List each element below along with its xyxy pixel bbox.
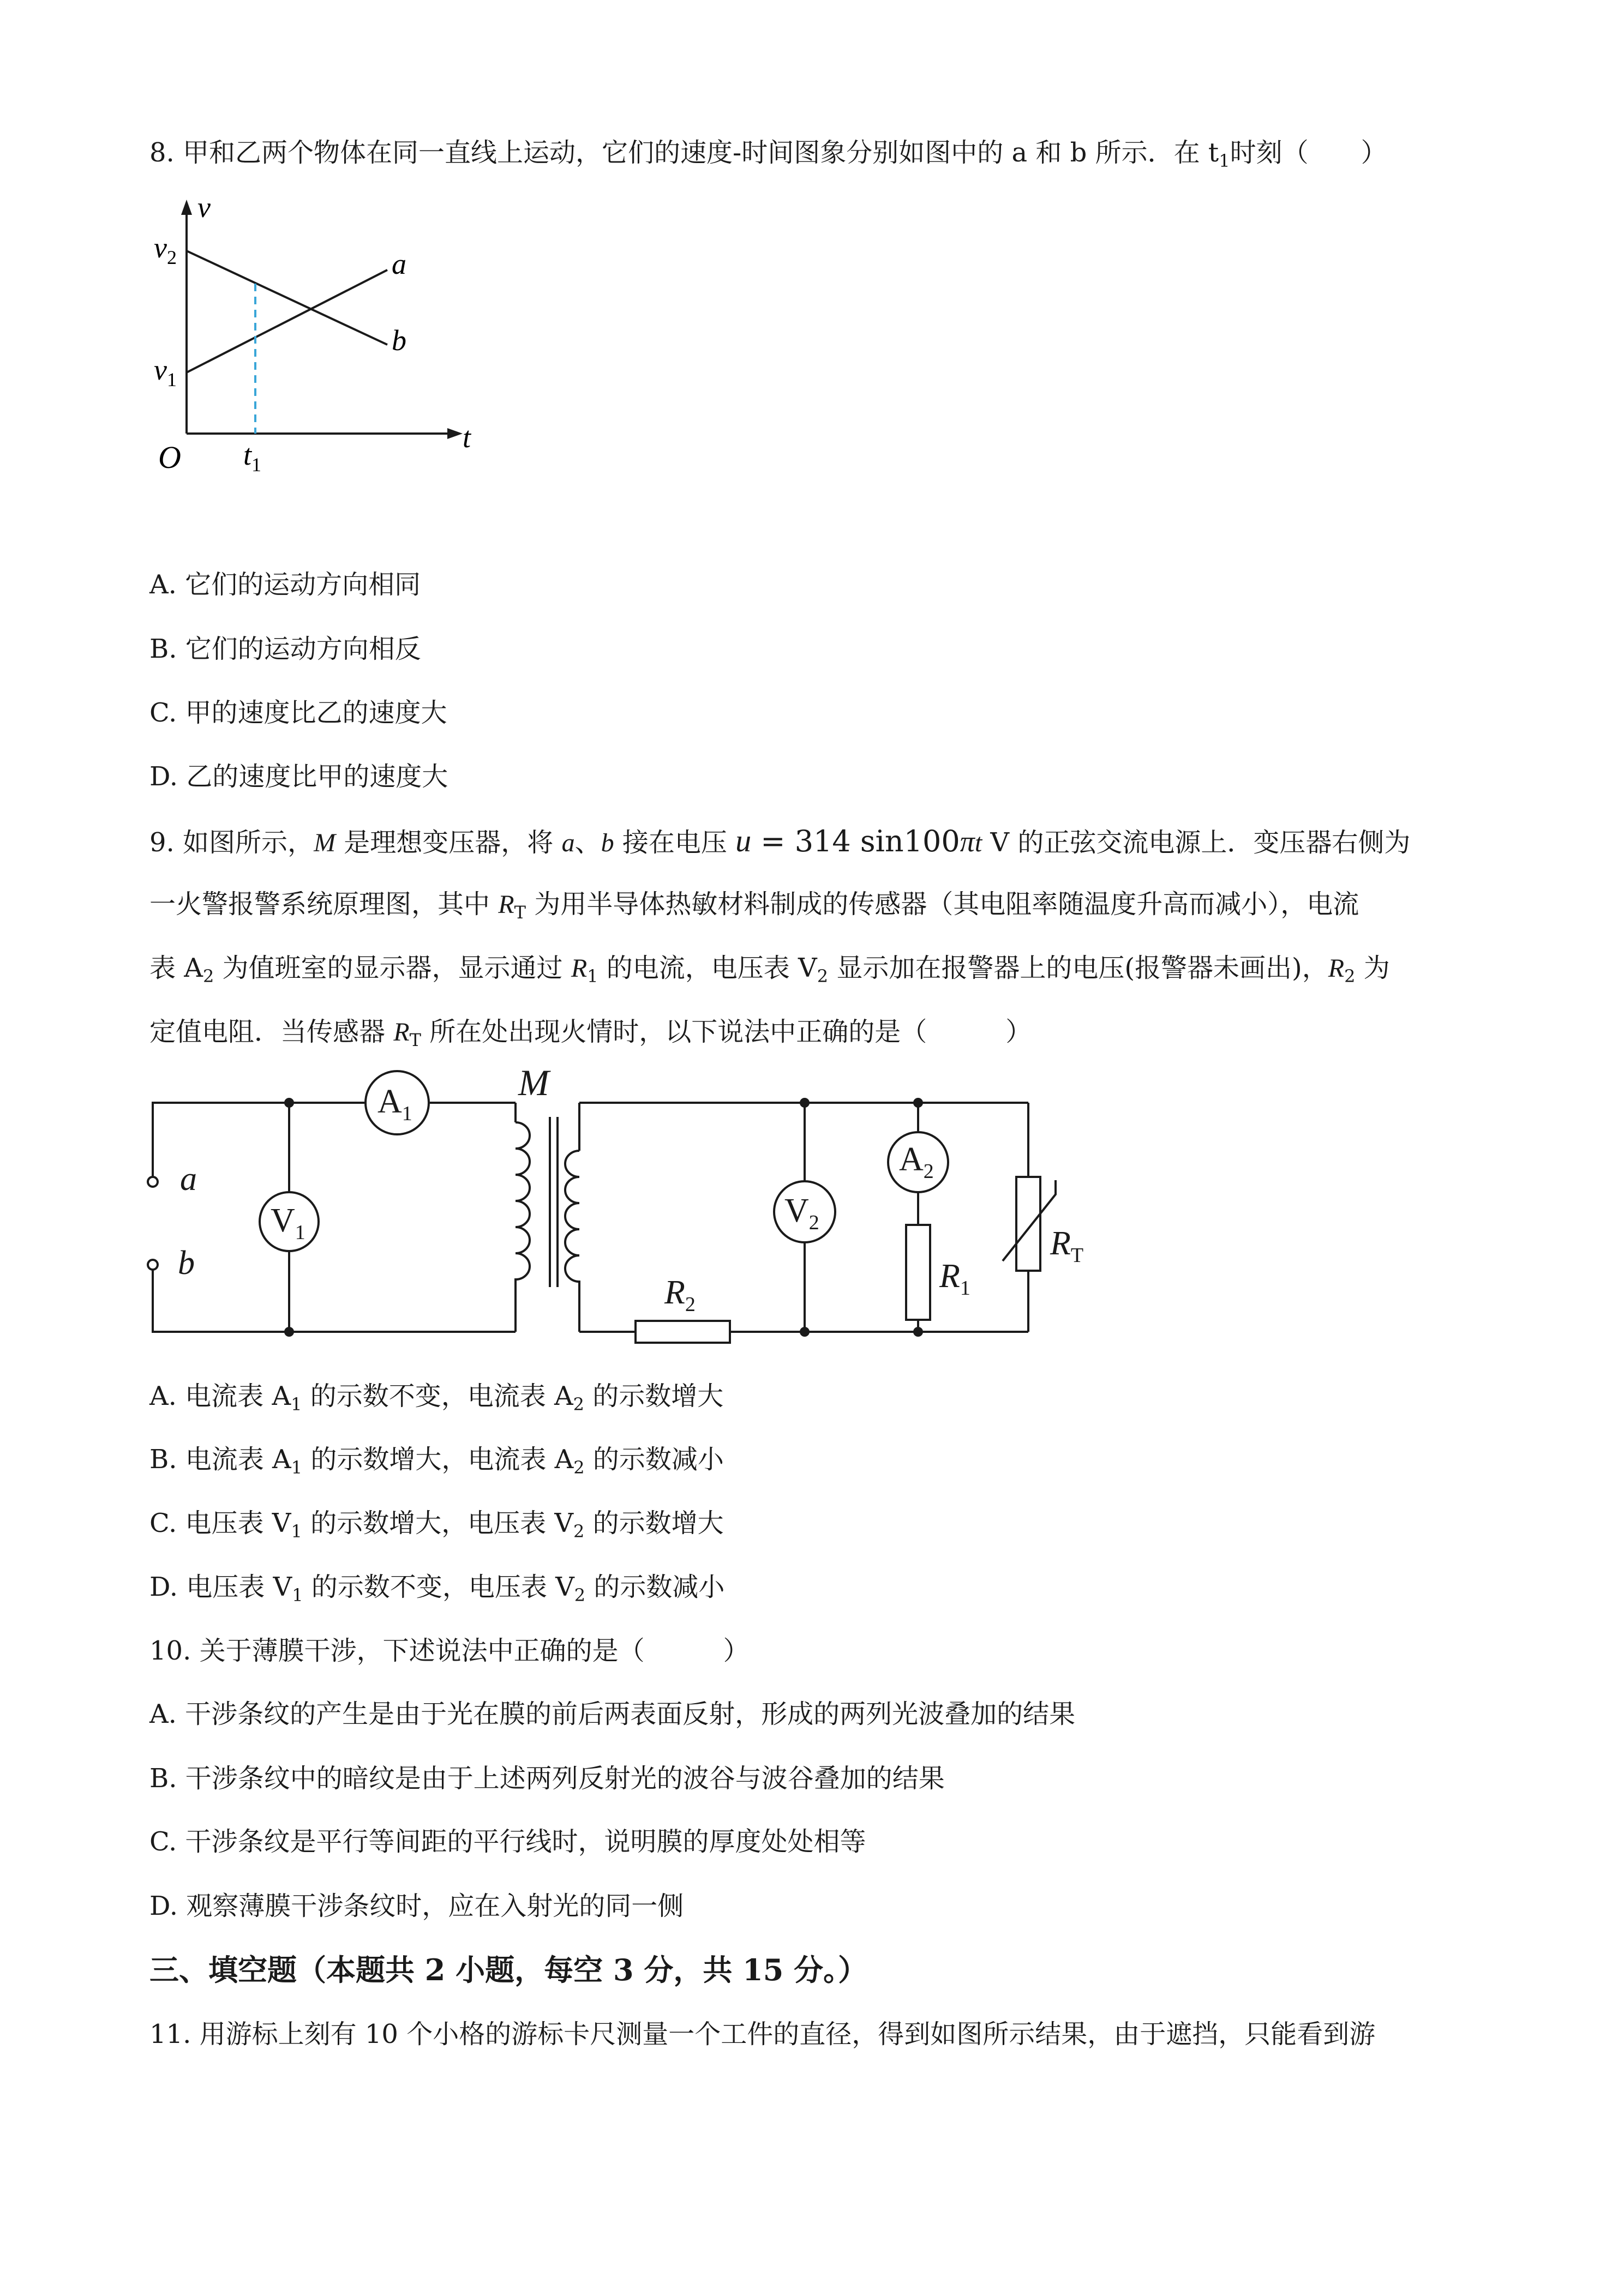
q9-stem-line4: 定值电阻．当传感器 $R_T$ 所在处出现火情时，以下说法中正确的是（ ） xyxy=(149,1017,1032,1050)
v2-label: $v_2$ xyxy=(154,231,177,268)
q9-stem-line3: 表 $A_2$ 为值班室的显示器，显示通过 $R_1$ 的电流，电压表 $V_2$ 显示加在报警器上的电压(报警器未画出)，$R_2$ 为 xyxy=(149,953,1390,987)
q9-option-a: A. 电流表 $A_1$ 的示数不变，电流表 $A_2$ 的示数增大 xyxy=(149,1381,724,1415)
junction-1 xyxy=(284,1098,294,1108)
primary-coil xyxy=(516,1122,530,1303)
q10-option-a: A. 干涉条纹的产生是由于光在膜的前后两表面反射，形成的两列光波叠加的结果 xyxy=(149,1699,1076,1729)
secondary-coil xyxy=(565,1151,579,1305)
resistor-r1 xyxy=(906,1225,930,1320)
label-A2: $A_2$ xyxy=(899,1141,934,1183)
terminal-b xyxy=(148,1260,158,1270)
label-a: a xyxy=(180,1161,197,1198)
q8-stem: 8. 甲和乙两个物体在同一直线上运动，它们的速度-时间图象分别如图中的 a 和 b 所示．在 $t_1$时刻（ ） xyxy=(149,137,1387,171)
junction-3 xyxy=(800,1098,810,1108)
label-V2: $V_2$ xyxy=(784,1192,819,1234)
resistor-r2 xyxy=(636,1321,730,1343)
q8-option-b: B. 它们的运动方向相反 xyxy=(149,634,421,664)
q10-option-c: C. 干涉条纹是平行等间距的平行线时，说明膜的厚度处处相等 xyxy=(149,1826,866,1857)
thermistor-rt xyxy=(1016,1177,1040,1271)
line-a-label: a xyxy=(392,248,406,280)
junction-2 xyxy=(284,1327,294,1337)
label-R2: $R_2$ xyxy=(664,1274,696,1316)
line-b-label: b xyxy=(392,324,406,357)
label-A1: $A_1$ xyxy=(377,1083,412,1125)
wire-primary-bottom xyxy=(153,1269,516,1332)
label-R1: $R_1$ xyxy=(939,1258,970,1300)
q10-option-d: D. 观察薄膜干涉条纹时，应在入射光的同一侧 xyxy=(149,1891,684,1921)
q11-stem: 11. 用游标上刻有 10 个小格的游标卡尺测量一个工件的直径，得到如图所示结果，由于遮挡，只能看到游 xyxy=(149,2019,1376,2049)
label-RT: $R_T$ xyxy=(1050,1225,1084,1267)
label-M: M xyxy=(518,1062,549,1103)
junction-4 xyxy=(913,1098,923,1108)
q8-option-c: C. 甲的速度比乙的速度大 xyxy=(149,698,447,728)
q8-option-a: A. 它们的运动方向相同 xyxy=(149,569,421,600)
label-V1: $V_1$ xyxy=(271,1202,305,1244)
q10-stem: 10. 关于薄膜干涉，下述说法中正确的是（ ） xyxy=(149,1636,750,1666)
y-axis-label: v xyxy=(197,191,211,224)
q9-option-b: B. 电流表 $A_1$ 的示数增大，电流表 $A_2$ 的示数减小 xyxy=(149,1444,724,1478)
terminal-a xyxy=(148,1177,158,1187)
x-axis-label: t xyxy=(463,421,471,454)
q9-option-c: C. 电压表 $V_1$ 的示数增大，电压表 $V_2$ 的示数增大 xyxy=(149,1508,724,1542)
section-3-heading: 三、填空题（本题共 2 小题，每空 3 分，共 15 分。） xyxy=(149,1952,868,1987)
junction-6 xyxy=(913,1327,923,1337)
q9-stem-line2: 一火警报警系统原理图，其中 $R_T$ 为用半导体热敏材料制成的传感器（其电阻率随温度升高而减小），电流 xyxy=(149,889,1359,923)
q9-stem-line1: 9. 如图所示，M 是理想变压器，将 a、b 接在电压 u = 314 sin100πt V 的正弦交流电源上．变压器右侧为 xyxy=(149,823,1411,858)
q10-option-b: B. 干涉条纹中的暗纹是由于上述两列反射光的波谷与波谷叠加的结果 xyxy=(149,1763,945,1794)
origin-label: O xyxy=(158,440,181,475)
t1-label: $t_1$ xyxy=(243,438,262,476)
q8-option-d: D. 乙的速度比甲的速度大 xyxy=(149,761,448,792)
v1-label: $v_1$ xyxy=(154,353,177,390)
label-b: b xyxy=(178,1245,195,1282)
junction-5 xyxy=(800,1327,810,1337)
q9-option-d: D. 电压表 $V_1$ 的示数不变，电压表 $V_2$ 的示数减小 xyxy=(149,1572,725,1606)
